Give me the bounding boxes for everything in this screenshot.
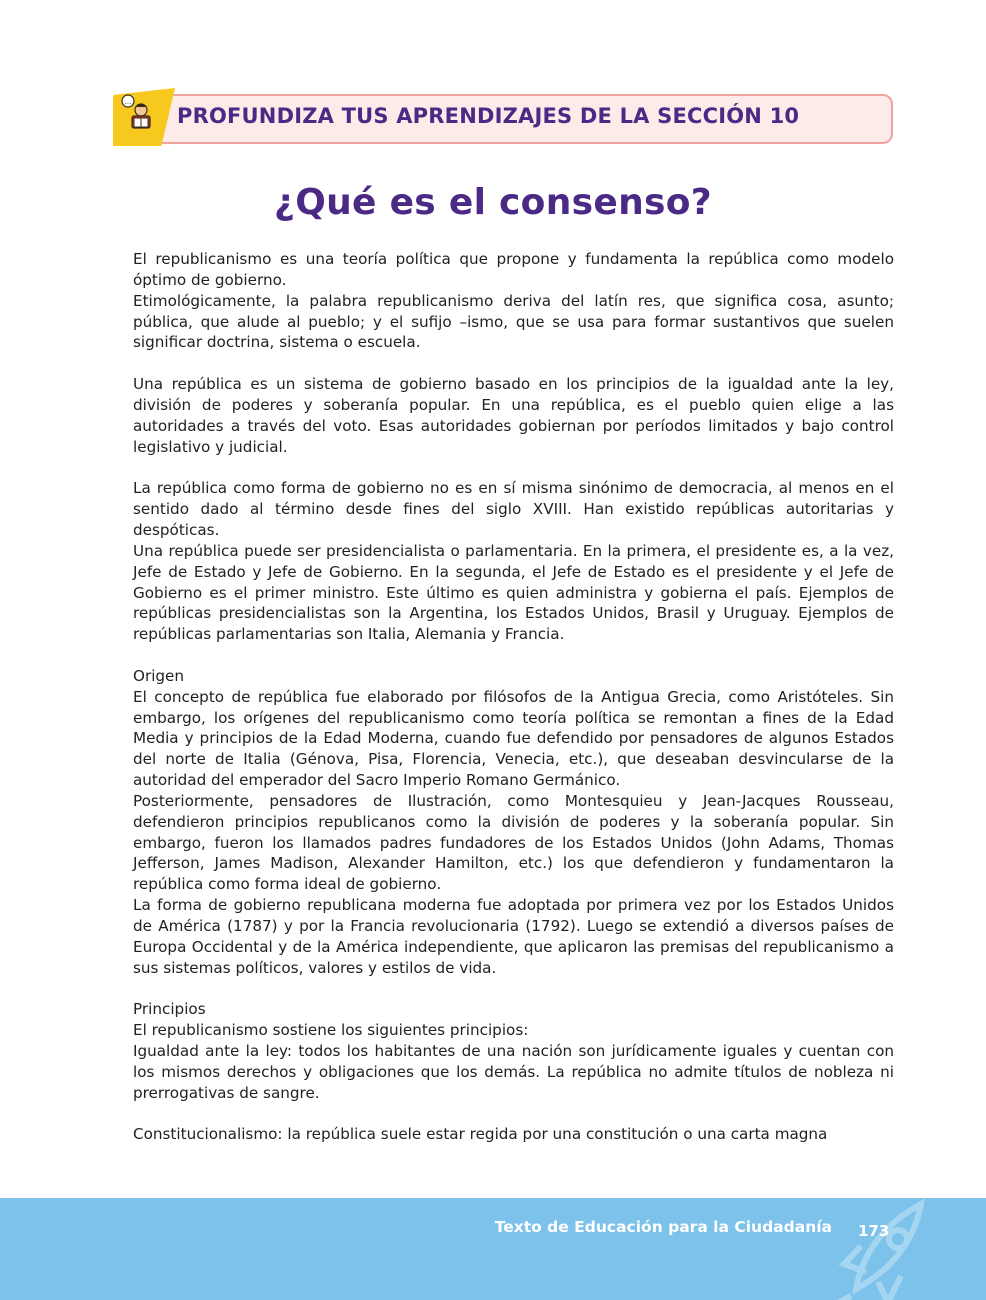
section-heading-origen: Origen bbox=[133, 666, 185, 685]
paragraph: La forma de gobierno republicana moderna fue adoptada por primera vez por los Estados Unidos de América (1787) y por la Francia revolucionaria (1792). Luego se extendió a diversos países de Europa Occidental y de la América independiente, que aplicaron las premisas del republicanismo a sus sistemas políticos, valores y estilos de vida. bbox=[133, 896, 894, 977]
book-title: Texto de Educación para la Ciudadanía bbox=[494, 1218, 832, 1236]
paragraph: Constitucionalismo: la república suele estar regida por una constitución o una carta magna bbox=[133, 1125, 828, 1144]
page-title: ¿Qué es el consenso? bbox=[274, 182, 712, 223]
paragraph: La república como forma de gobierno no es en sí misma sinónimo de democracia, al menos en el sentido dado al término desde fines del siglo XVIII. Han existido repúblicas autoritarias y despóticas. bbox=[133, 479, 894, 539]
rocket-icon bbox=[826, 1198, 956, 1300]
paragraph: Una república es un sistema de gobierno basado en los principios de la igualdad ante la ley, división de poderes y soberanía popular. En una república, es el pueblo quien elige a las autoridades a través del voto. Esas autoridades gobiernan por períodos limitados y bajo control legislativo y judicial. bbox=[133, 375, 894, 456]
paragraph: Etimológicamente, la palabra republicanismo deriva del latín res, que significa cosa, asunto; pública, que alude al pueblo; y el sufijo –ismo, que se usa para formar sustantivos que suelen significar doctrina, sistema o escuela. bbox=[133, 291, 894, 352]
paragraph: Igualdad ante la ley: todos los habitantes de una nación son jurídicamente iguales y cuentan con los mismos derechos y obligaciones que los demás. La república no admite títulos de nobleza ni prerrogativas de sangre. bbox=[133, 1042, 894, 1102]
banner-title: PROFUNDIZA TUS APRENDIZAJES DE LA SECCIÓN 10 bbox=[177, 104, 800, 128]
paragraph: El concepto de república fue elaborado por filósofos de la Antigua Grecia, como Aristóteles. Sin embargo, los orígenes del republicanismo como teoría política se remontan a fines de la Edad Media y principios de la Edad Moderna, cuando fue defendido por pensadores de algunos Estados del norte de Italia (Génova, Pisa, Florencia, Venecia, etc.), que deseaban desvincularse de la autoridad del emperador del Sacro Imperio Romano Germánico. bbox=[133, 687, 894, 790]
paragraph: Una república puede ser presidencialista o parlamentaria. En la primera, el presidente es, a la vez, Jefe de Estado y Jefe de Gobierno. En la segunda, el Jefe de Estado es el presidente y el Jefe de Gobierno es el primer ministro. Este último es quien administra y gobierna el país. Ejemplos de repúblicas presidencialistas son la Argentina, los Estados Unidos, Brasil y Uruguay. Ejemplos de repúblicas parlamentarias son Italia, Alemania y Francia. bbox=[133, 541, 894, 644]
page-number: 173 bbox=[858, 1222, 890, 1240]
paragraph: El republicanismo sostiene los siguientes principios: bbox=[133, 1021, 529, 1040]
paragraph: El republicanismo es una teoría política que propone y fundamenta la república como modelo óptimo de gobierno. bbox=[133, 250, 894, 289]
section-heading-principios: Principios bbox=[133, 1000, 206, 1019]
paragraph: Posteriormente, pensadores de Ilustración, como Montesquieu y Jean-Jacques Rousseau, defendieron principios republicanos como la división de poderes y la soberanía popular. Sin embargo, fueron los llamados padres fundadores de los Estados Unidos (John Adams, Thomas Jefferson, James Madison, Alexander Hamilton, etc.) los que defendieron y fundamentaron la república como forma ideal de gobierno. bbox=[133, 791, 894, 894]
article-body bbox=[133, 249, 894, 1145]
svg-text:...: ... bbox=[124, 98, 132, 106]
page-footer bbox=[0, 1198, 986, 1300]
student-reading-icon bbox=[119, 94, 159, 134]
